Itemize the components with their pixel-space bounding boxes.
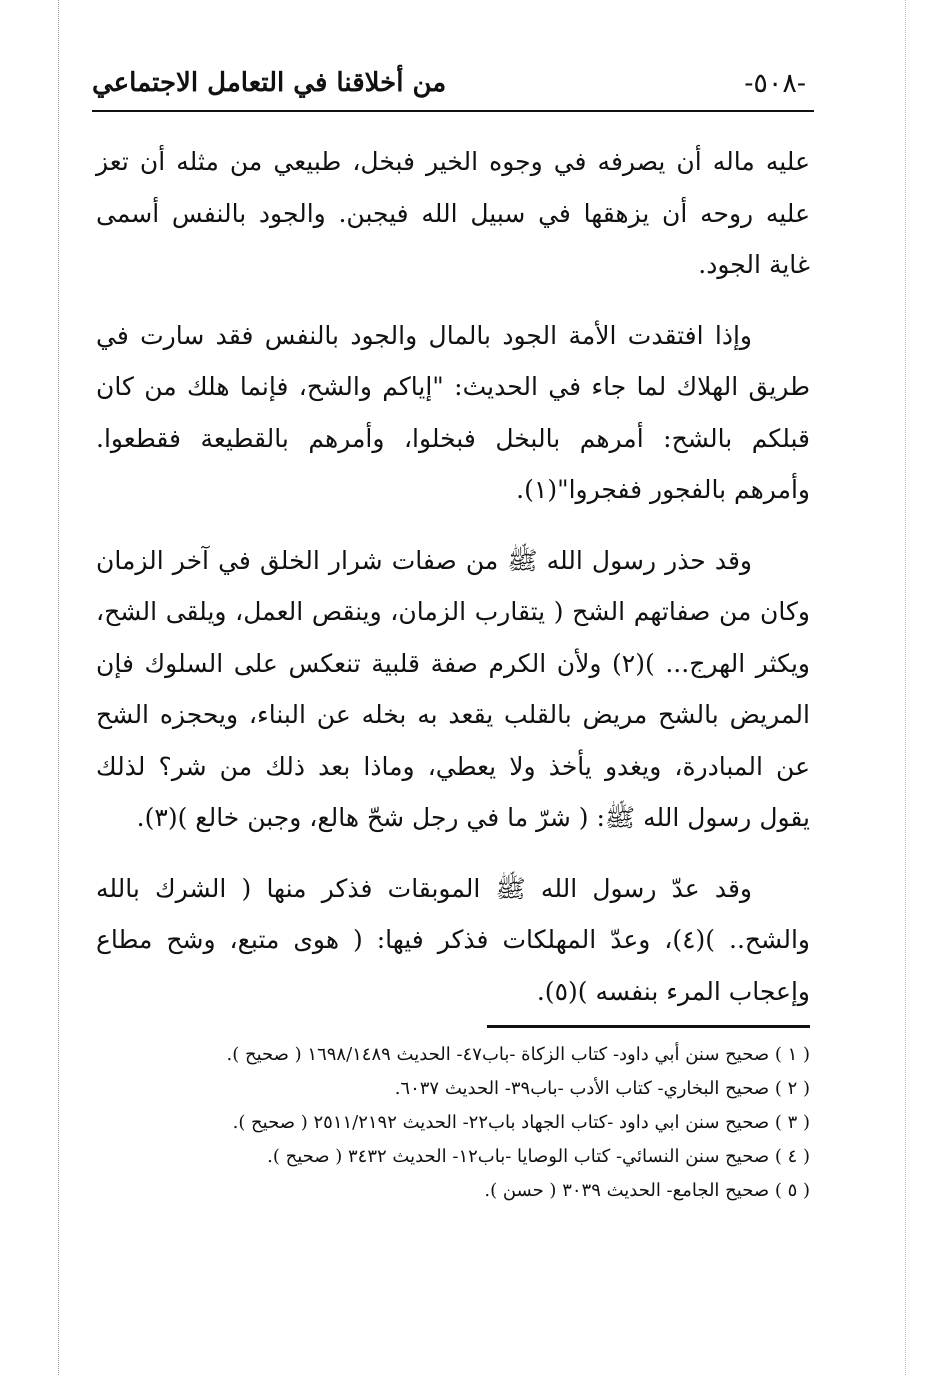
paragraph-1: عليه ماله أن يصرفه في وجوه الخير فبخل، طبيعي من مثله أن تعز عليه روحه أن يزهقها في سبيل الله فيجبن. والجود بالنفس أسمى غاية الجود. [96,147,810,279]
scan-edge-right [905,0,906,1375]
footnote-rule [487,1025,810,1028]
page-header [92,58,814,110]
paragraph-4: وقد عدّ رسول الله ﷺ الموبقات فذكر منها ( الشرك بالله والشح.. )(٤)، وعدّ المهلكات فذكر فيها: ( هوى متبع، وشح مطاع وإعجاب المرء بنفسه )(٥). [96,873,810,1006]
page-number: -٥٠٨- [744,68,806,99]
footnote-1: ( ١ ) صحيح سنن أبي داود- كتاب الزكاة -باب٤٧- الحديث ١٦٩٨/١٤٨٩ ( صحيح ). [226,1044,810,1065]
footnote-3: ( ٣ ) صحيح سنن ابي داود -كتاب الجهاد باب٢٢- الحديث ٢٥١١/٢١٩٢ ( صحيح ). [232,1112,810,1133]
paragraph-2: وإذا افتقدت الأمة الجود بالمال والجود بالنفس فقد سارت في طريق الهلاك لما جاء في الحديث: "إياكم والشح، فإنما هلك من كان قبلكم بالشح: أمرهم بالبخل فبخلوا، وأمرهم بالقطيعة فقطعوا. وأمرهم بالفجور ففجروا"(١). [96,320,810,504]
body-text [96,136,810,1036]
paragraph-3: وقد حذر رسول الله ﷺ من صفات شرار الخلق في آخر الزمان وكان من صفاتهم الشح ( يتقارب الزمان، وينقص العمل، ويلقى الشح، ويكثر الهرج... )(٢) ولأن الكرم صفة قلبية تنعكس على السلوك فإن المريض بالشح مريض بالقلب يقعد به بخله عن البناء، ويحجزه الشح عن المبادرة، ويغدو يأخذ ولا يعطي، وماذا بعد ذلك من شر؟ لذلك يقول رسول الله ﷺ: ( شرّ ما في رجل شحّ هالع، وجبن خالع )(٣). [96,545,810,832]
footnote-4: ( ٤ ) صحيح سنن النسائي- كتاب الوصايا -باب١٢- الحديث ٣٤٣٢ ( صحيح ). [267,1146,810,1167]
footnotes [96,1038,810,1208]
running-title: من أخلاقنا في التعامل الاجتماعي [92,68,447,98]
scan-edge-left [58,0,59,1375]
footnote-5: ( ٥ ) صحيح الجامع- الحديث ٣٠٣٩ ( حسن ). [484,1180,810,1201]
header-rule [92,110,814,112]
footnote-2: ( ٢ ) صحيح البخاري- كتاب الأدب -باب٣٩- الحديث ٦٠٣٧. [394,1078,810,1099]
